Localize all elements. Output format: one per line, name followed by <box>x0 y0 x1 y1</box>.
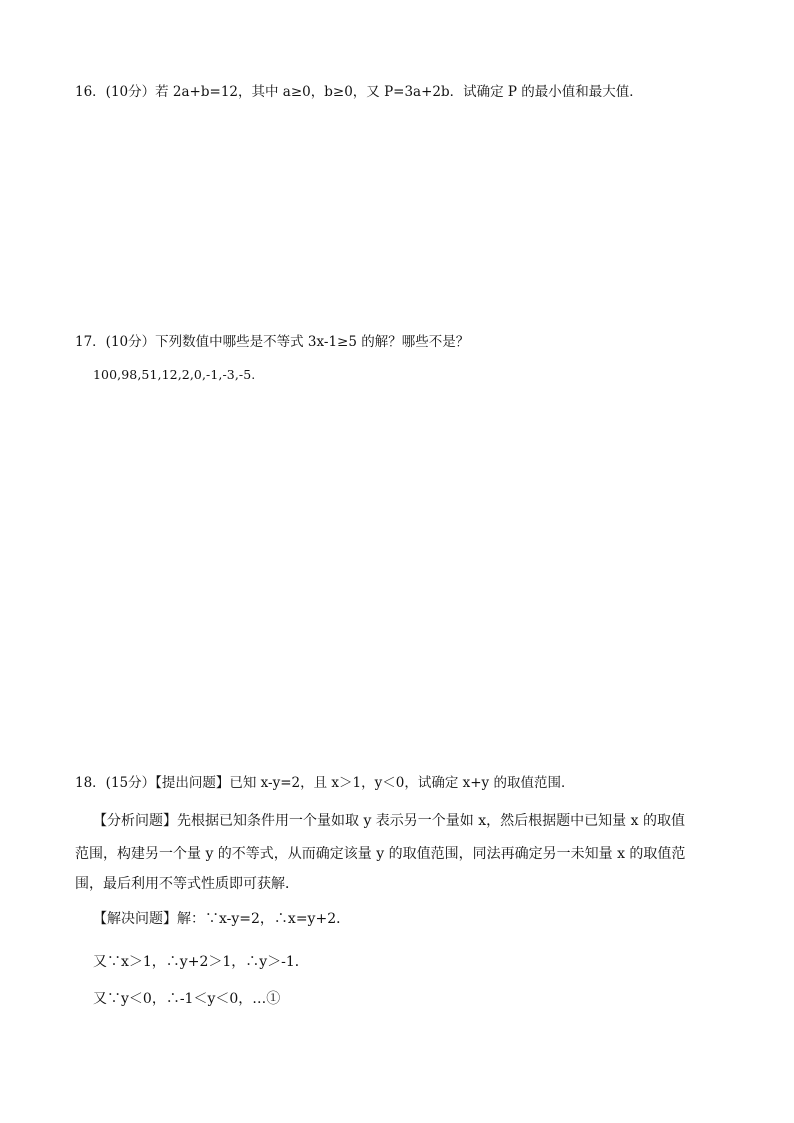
analysis-line-3: 围，最后利用不等式性质即可获解． <box>75 876 299 892</box>
question-16: 16．(10分）若 2a+b=12，其中 a≥0，b≥0，又 P=3a+2b．试确定 P 的最小值和最大值． <box>75 84 643 100</box>
solution-line-3: 又∵y＜0，∴-1＜y＜0，…① <box>93 991 281 1007</box>
question-17-values: 100,98,51,12,2,0,-1,-3,-5. <box>93 367 256 382</box>
solution-line-2: 又∵x＞1，∴y+2＞1，∴y＞-1． <box>93 954 309 970</box>
solution-line-1: 【解决问题】解：∵x-y=2，∴x=y+2． <box>93 911 351 927</box>
question-18: 18．(15分）【提出问题】已知 x-y=2，且 x＞1，y＜0，试确定 x+y 的取值范围． <box>75 775 575 791</box>
analysis-line-2: 范围，构建另一个量 y 的不等式，从而确定该量 y 的取值范围，同法再确定另一未知量 x 的取值范 <box>75 846 686 862</box>
question-17: 17．(10分）下列数值中哪些是不等式 3x-1≥5 的解？哪些不是？ <box>75 334 470 350</box>
analysis-line-1: 【分析问题】先根据已知条件用一个量如取 y 表示另一个量如 x，然后根据题中已知量 x 的取值 <box>93 813 685 829</box>
